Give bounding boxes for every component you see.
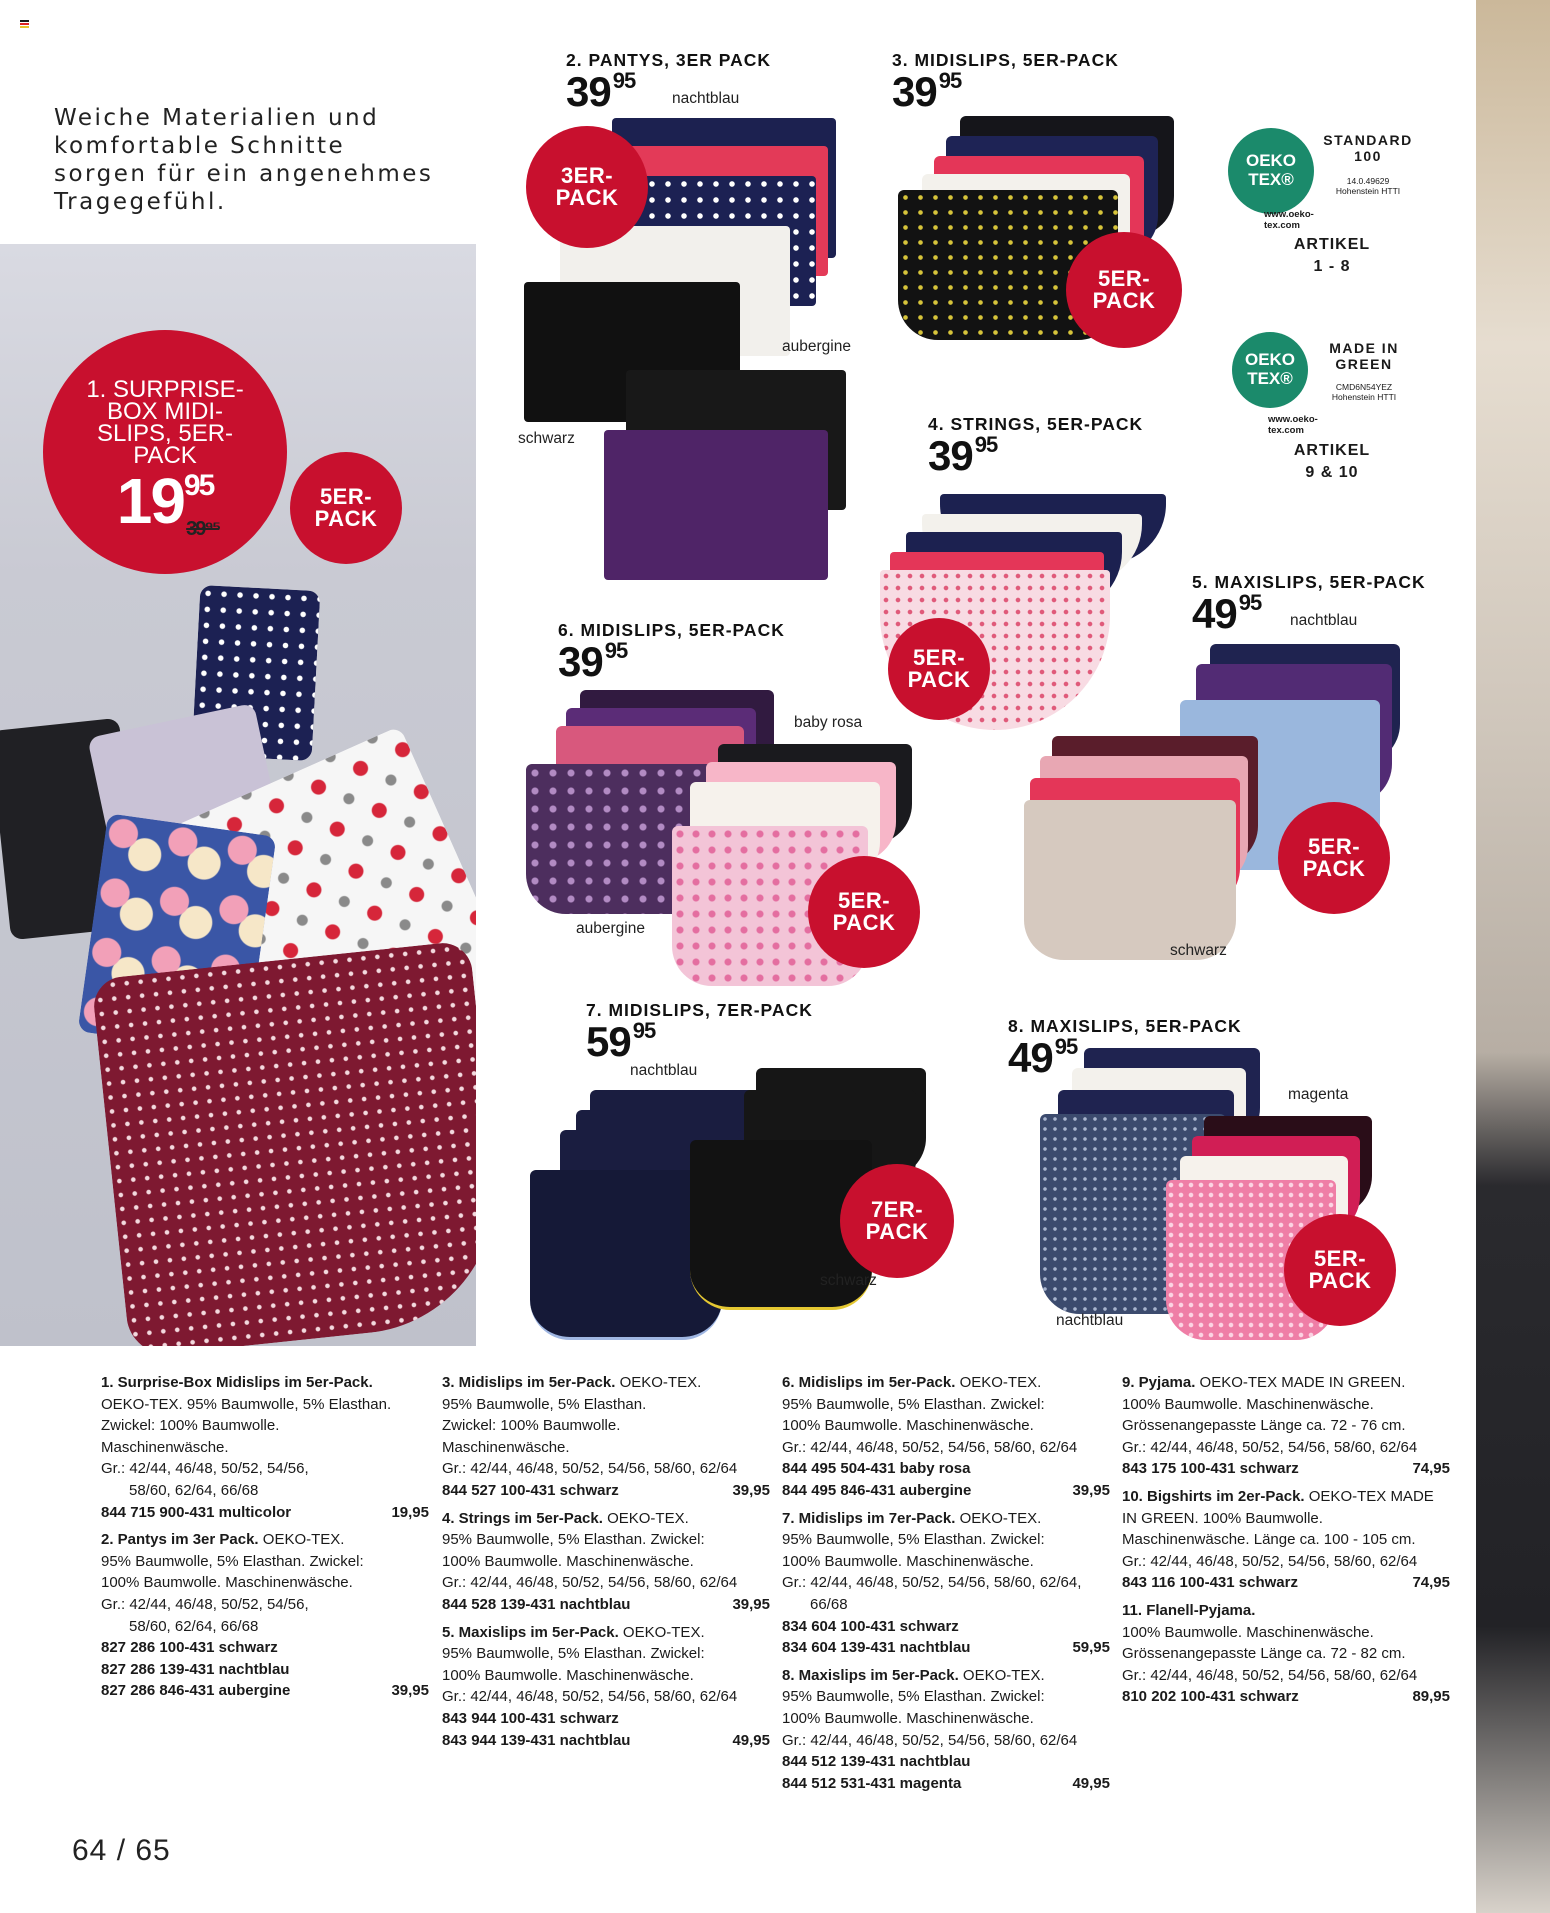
pack-badge: 3ER- PACK (526, 126, 648, 248)
page-number: 64 / 65 (72, 1834, 171, 1867)
product-detail-4: 4. Strings im 5er-Pack. OEKO-TEX. 95% Baumwolle, 5% Elasthan. Zwickel: 100% Baumwolle. Maschinenwäsche. Gr.: 42/44, 46/48, 50/52, 54/56, 58/60, 62/64 844 528 139-431 nachtblau 39,95 (442, 1509, 770, 1613)
detail-price: 39,95 (391, 1682, 429, 1700)
price-int: 19 (116, 465, 184, 537)
pack-badge: 5ER- PACK (808, 856, 920, 968)
product-title: 8. MAXISLIPS, 5ER-PACK (1008, 1016, 1242, 1036)
color-label: nachtblau (1290, 612, 1358, 629)
intro-line: Tragegefühl. (54, 189, 227, 215)
product-detail-6: 6. Midislips im 5er-Pack. OEKO-TEX. 95% Baumwolle, 5% Elasthan. Zwickel: 100% Baumwolle. Maschinenwäsche. Gr.: 42/44, 46/48, 50/52, 54/56, 58/60, 62/64 844 495 504-431 baby rosa 844 495 846-431 aubergine 39,95 (782, 1374, 1110, 1499)
product-title: 4. STRINGS, 5ER-PACK (928, 414, 1144, 434)
detail-title: 1. Surprise-Box Midislips im 5er-Pack. (101, 1374, 373, 1391)
color-label: magenta (1288, 1086, 1349, 1103)
badge-line: SLIPS, 5ER- (96, 420, 234, 447)
surprise-price (116, 465, 220, 540)
color-label: nachtblau (1056, 1312, 1124, 1329)
detail-title: 2. Pantys im 3er Pack. (101, 1531, 259, 1549)
color-label: nachtblau (672, 90, 740, 107)
intro-line: sorgen für ein angenehmes (54, 161, 434, 187)
product-detail-2: 2. Pantys im 3er Pack. OEKO-TEX. 95% Baumwolle, 5% Elasthan. Zwickel: 100% Baumwolle. Maschinenwäsche. Gr.: 42/44, 46/48, 50/52, 54/56, 58/60, 62/64, 66/68 827 286 100-431 schwarz 827 286 139-431 nachtblau 827 286 846-431 aubergine 39,95 (101, 1529, 429, 1702)
product-title: 7. MIDISLIPS, 7ER-PACK (586, 1000, 813, 1020)
article-number: 827 286 846-431 aubergine (101, 1682, 291, 1700)
price-dec: 95 (183, 469, 214, 502)
product-detail-7: 7. Midislips im 7er-Pack. OEKO-TEX. 95% Baumwolle, 5% Elasthan. Zwickel: 100% Baumwolle. Maschinenwäsche. Gr.: 42/44, 46/48, 50/52, 54/56, 58/60, 62/64, 66/68 834 604 100-431 schwarz 834 604 139-431 nachtblau 59,95 (782, 1509, 1110, 1657)
product-title: 5. MAXISLIPS, 5ER-PACK (1192, 572, 1426, 592)
color-label: schwarz (1170, 942, 1227, 959)
oeko-tex-icon: OEKO TEX® (1228, 128, 1314, 214)
color-label: nachtblau (630, 1062, 698, 1079)
burgundy-slip-image (91, 940, 476, 1346)
badge-line: PACK (314, 506, 378, 531)
product-price: $39^{95}$ (892, 68, 962, 115)
details-column-4 (1122, 1372, 1450, 1714)
color-label: baby rosa (794, 714, 863, 731)
details-column-1 (101, 1372, 429, 1708)
intro-line: Weiche Materialien und (54, 105, 380, 131)
product-title: 2. PANTYS, 3ER PACK (566, 50, 772, 70)
product-title: 3. MIDISLIPS, 5ER-PACK (892, 50, 1119, 70)
color-label: aubergine (782, 338, 851, 355)
pack-badge-surprise (290, 452, 402, 564)
product-detail-3: 3. Midislips im 5er-Pack. OEKO-TEX. 95% Baumwolle, 5% Elasthan. Zwickel: 100% Baumwolle. Maschinenwäsche. Gr.: 42/44, 46/48, 50/52, 54/56, 58/60, 62/64 844 527 100-431 schwarz 39,95 (442, 1374, 770, 1499)
badge-line: 1. SURPRISE- (86, 376, 244, 403)
product-detail-11: 11. Flanell-Pyjama. 100% Baumwolle. Maschinenwäsche. Grössenangepasste Länge ca. 72 - 82 cm. Gr.: 42/44, 46/48, 50/52, 54/56, 58/60, 62/64 810 202 100-431 schwarz 89,95 (1122, 1601, 1450, 1706)
product-price: $39^{95}$ (558, 638, 628, 685)
pack-badge: 5ER- PACK (1284, 1214, 1396, 1326)
surprise-price-badge (43, 330, 287, 574)
product-price: $59^{95}$ (586, 1018, 656, 1065)
product-price: $49^{95}$ (1008, 1034, 1078, 1081)
badge-line: BOX MIDI- (106, 398, 223, 425)
article-number: 827 286 100-431 schwarz (101, 1639, 278, 1657)
pack-badge: 5ER- PACK (888, 618, 990, 720)
color-label: schwarz (518, 430, 575, 447)
details-column-2 (442, 1372, 770, 1757)
product-detail-8: 8. Maxislips im 5er-Pack. OEKO-TEX. 95% Baumwolle, 5% Elasthan. Zwickel: 100% Baumwolle. Maschinenwäsche. Gr.: 42/44, 46/48, 50/52, 54/56, 58/60, 62/64 844 512 139-431 nachtblau 844 512 531-431 magenta 49,95 (782, 1666, 1110, 1792)
oeko-tex-icon: OEKO TEX® (1232, 332, 1308, 408)
color-label: aubergine (576, 920, 645, 937)
pack-badge: 7ER- PACK (840, 1164, 954, 1278)
badge-line: PACK (133, 442, 197, 469)
badge-line: 5ER- (319, 484, 373, 509)
product-title: 6. MIDISLIPS, 5ER-PACK (558, 620, 785, 640)
product-detail-1: 1. Surprise-Box Midislips im 5er-Pack. OEKO-TEX. 95% Baumwolle, 5% Elasthan. Zwickel: 100% Baumwolle. Maschinenwäsche. Gr.: 42/44, 46/48, 50/52, 54/56, 58/60, 62/64, 66/68 844 715 900-431 multicolor 19,95 (101, 1372, 429, 1523)
intro-text (54, 104, 433, 216)
product-price: $39^{95}$ (566, 68, 636, 115)
details-column-3 (782, 1372, 1110, 1800)
article-number: 827 286 139-431 nachtblau (101, 1660, 290, 1678)
pyjama-photo-strip (1476, 0, 1550, 1913)
intro-line: komfortable Schnitte (54, 133, 346, 159)
old-price: 39⁹⁵ (186, 518, 220, 540)
product-detail-5: 5. Maxislips im 5er-Pack. OEKO-TEX. 95% Baumwolle, 5% Elasthan. Zwickel: 100% Baumwolle. Maschinenwäsche. Gr.: 42/44, 46/48, 50/52, 54/56, 58/60, 62/64 843 944 100-431 schwarz 843 944 139-431 nachtblau 49,95 (442, 1623, 770, 1749)
product-price: $49^{95}$ (1192, 590, 1262, 637)
product-detail-10: 10. Bigshirts im 2er-Pack. OEKO-TEX MADE IN GREEN. 100% Baumwolle. Maschinenwäsche. Länge ca. 100 - 105 cm. Gr.: 42/44, 46/48, 50/52, 54/56, 58/60, 62/64 843 116 100-431 schwarz 74,95 (1122, 1487, 1450, 1592)
product-price: $39^{95}$ (928, 432, 998, 479)
flag-icon (20, 20, 29, 27)
product-detail-9: 9. Pyjama. OEKO-TEX MADE IN GREEN. 100% Baumwolle. Maschinenwäsche. Grössenangepasste Länge ca. 72 - 76 cm. Gr.: 42/44, 46/48, 50/52, 54/56, 58/60, 62/64 843 175 100-431 schwarz 74,95 (1122, 1374, 1450, 1478)
pack-badge: 5ER- PACK (1066, 232, 1182, 348)
article-number: 844 715 900-431 multicolor (101, 1503, 292, 1521)
pack-badge: 5ER- PACK (1278, 802, 1390, 914)
color-label: schwarz (820, 1272, 877, 1289)
detail-price: 19,95 (391, 1503, 429, 1521)
